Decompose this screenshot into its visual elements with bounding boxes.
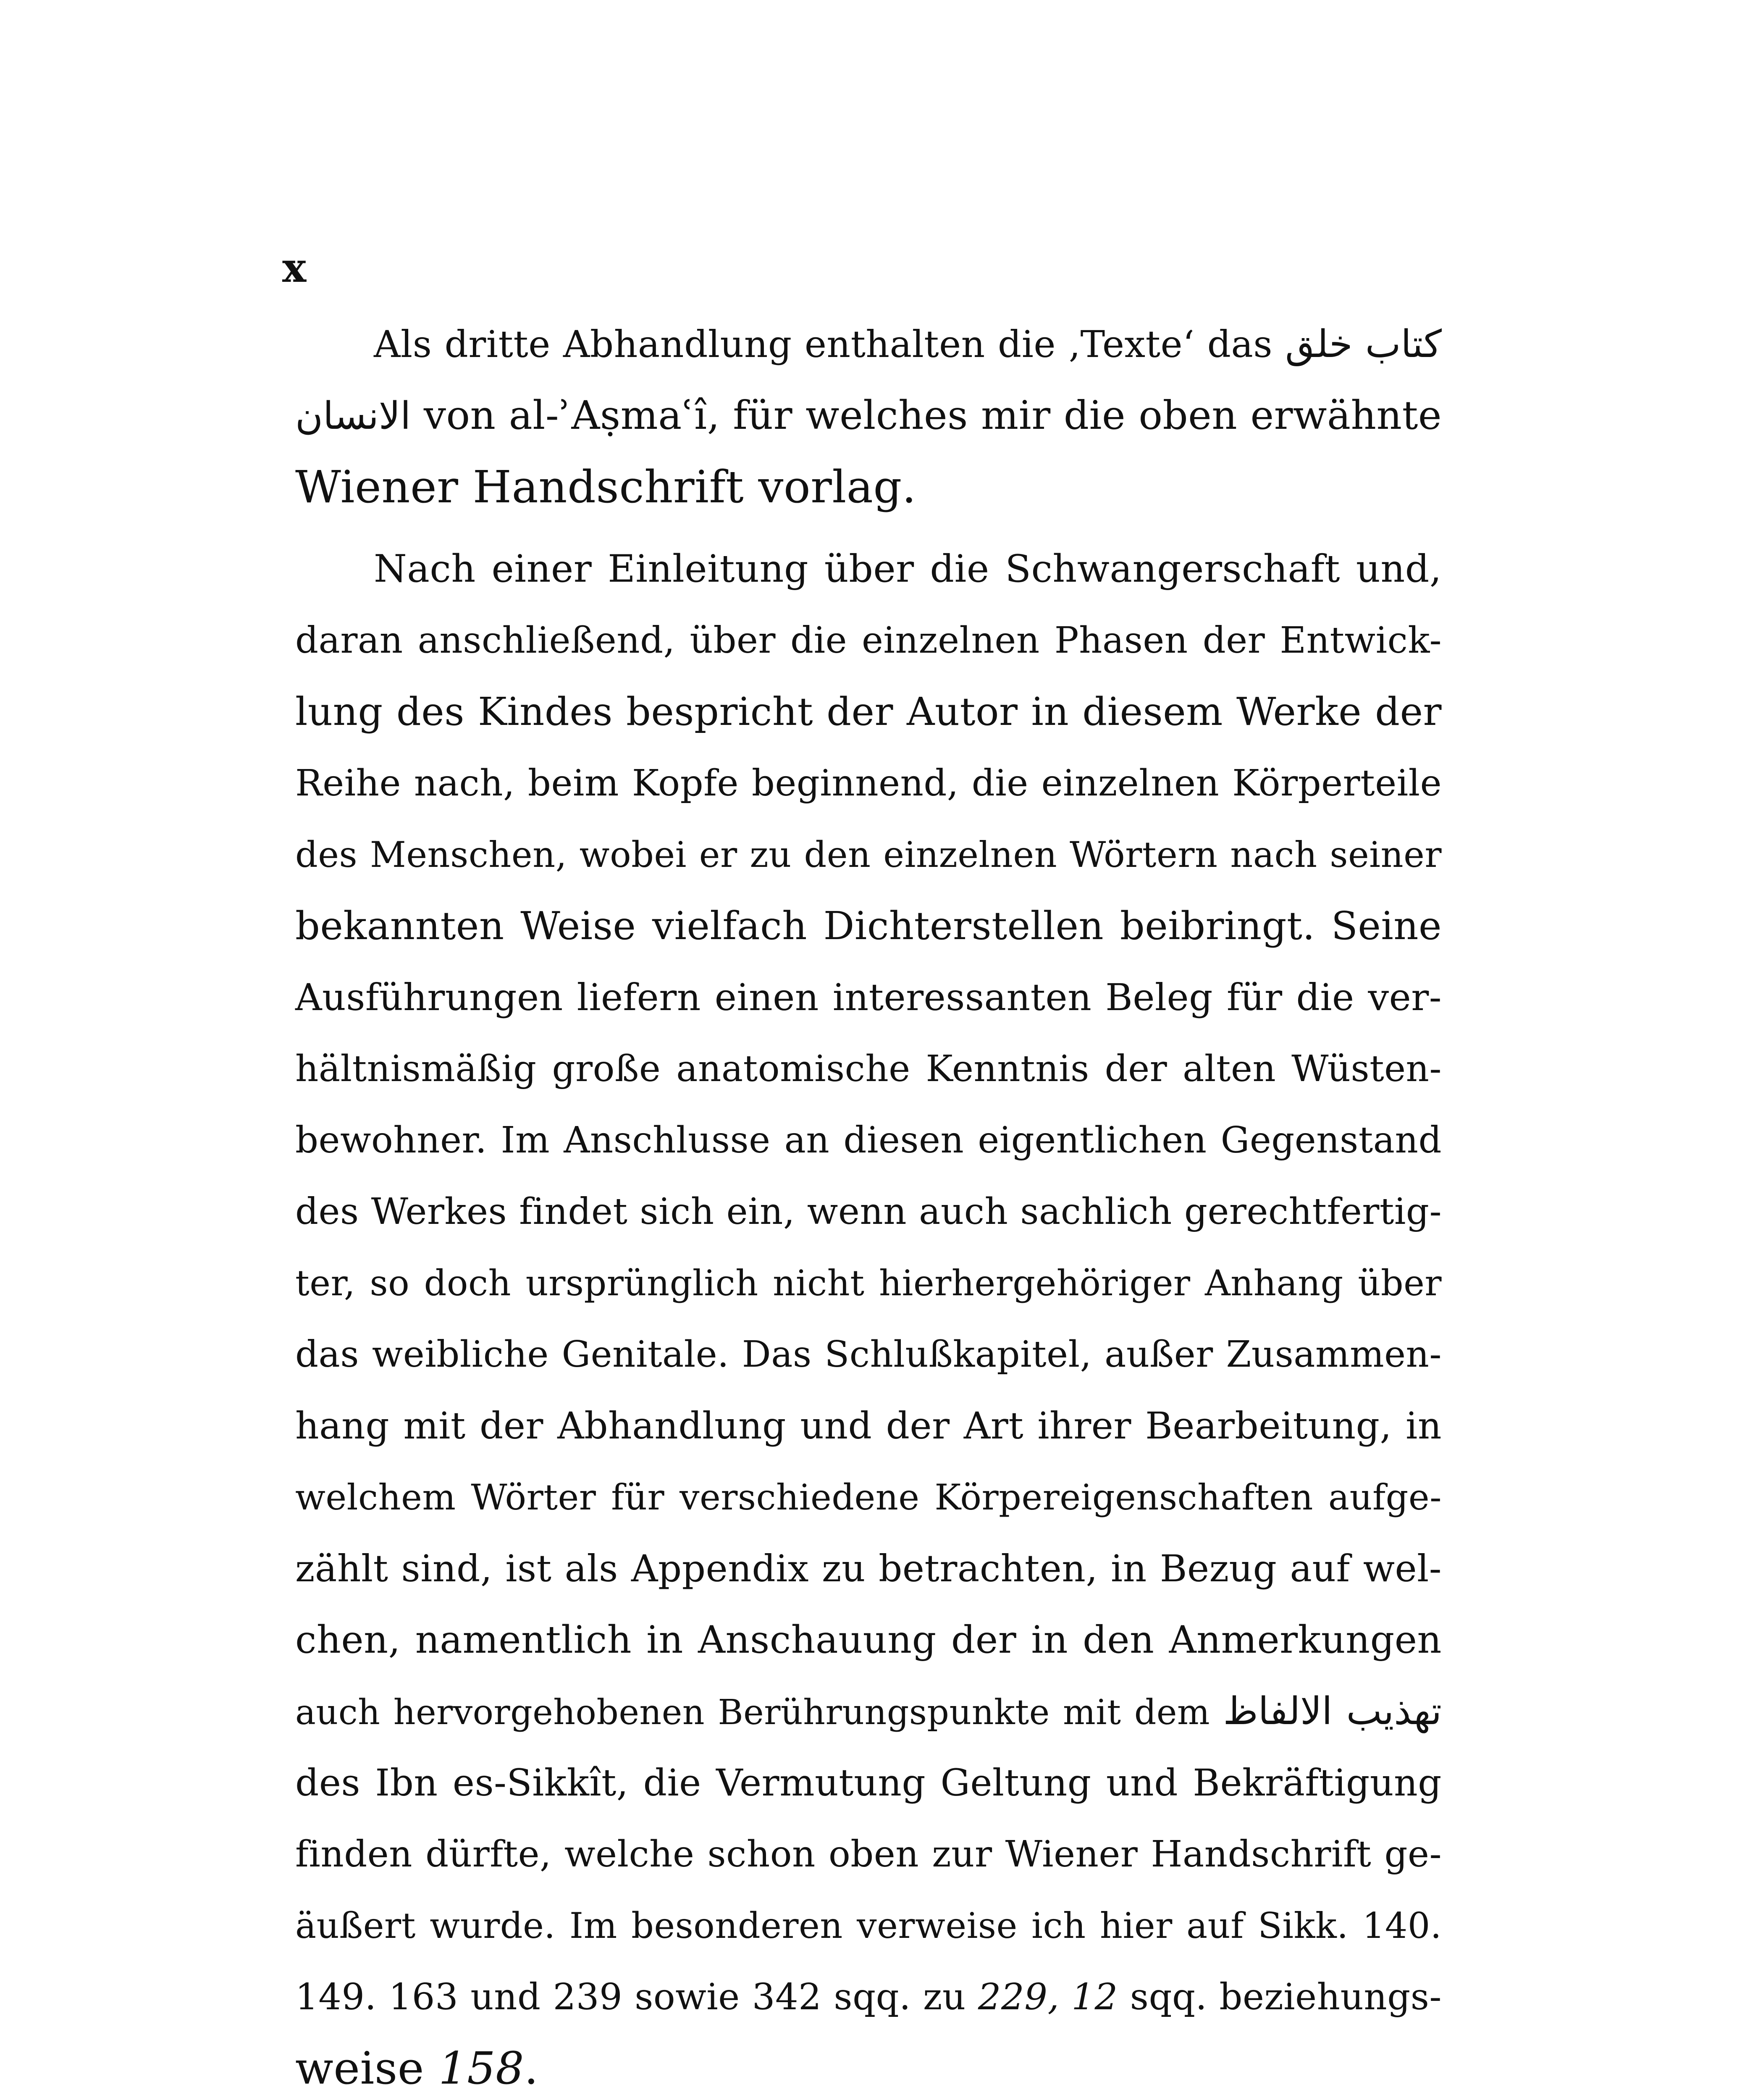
text-line <box>295 1890 1442 1961</box>
text-line <box>295 1390 1442 1462</box>
text-segment: sqq. beziehungs- <box>1118 1976 1442 2018</box>
text-line <box>295 1533 1442 1604</box>
text-line <box>295 452 1442 523</box>
text-line <box>295 1247 1442 1319</box>
text-line <box>295 819 1442 890</box>
text-line <box>295 1105 1442 1176</box>
arabic-text: الانسان <box>295 394 411 438</box>
text-line <box>295 1176 1442 1247</box>
text-segment: Nach einer Einleitung über die Schwangerschaft und, <box>374 547 1442 591</box>
text-segment: Reihe nach, beim Kopfe beginnend, die einzelnen Körperteile <box>295 762 1442 804</box>
text-line <box>295 605 1442 676</box>
text-segment: äußert wurde. Im besonderen verweise ich hier auf Sikk. 140. <box>295 1905 1442 1946</box>
text-segment: des Werkes findet sich ein, wenn auch sachlich gerechtfertig- <box>295 1191 1442 1233</box>
arabic-text: تهذيب الالفاظ <box>1223 1689 1442 1733</box>
text-line <box>295 1319 1442 1390</box>
text-segment: auch hervorgehobenen Berührungspunkte mit dem <box>295 1693 1223 1732</box>
text-segment: chen, namentlich in Anschauung der in den Anmerkungen <box>295 1618 1442 1662</box>
italic-reference: 229, 12 <box>978 1976 1118 2018</box>
text-line <box>295 748 1442 819</box>
text-segment: das weibliche Genitale. Das Schlußkapitel, außer Zusammen- <box>295 1334 1442 1376</box>
text-segment: welchem Wörter für verschiedene Körpereigenschaften aufge- <box>295 1477 1442 1518</box>
text-line <box>295 1033 1442 1105</box>
text-segment: des Menschen, wobei er zu den einzelnen Wörtern nach seiner <box>295 834 1442 875</box>
text-line <box>295 2033 1442 2100</box>
text-segment: daran anschließend, über die einzelnen Phasen der Entwick- <box>295 620 1442 662</box>
text-segment: Ausführungen liefern einen interessanten Beleg für die ver- <box>295 976 1442 1019</box>
arabic-text: كتاب خلق <box>1285 322 1442 366</box>
text-segment: 149. 163 und 239 sowie 342 sqq. zu <box>295 1976 978 2018</box>
text-line <box>374 309 1442 380</box>
text-segment: ter, so doch ursprünglich nicht hierhergehöriger Anhang über <box>295 1263 1442 1304</box>
text-line <box>295 962 1442 1033</box>
text-line <box>295 1676 1442 1747</box>
page-number: x <box>282 244 307 291</box>
text-line <box>295 1462 1442 1533</box>
text-segment: finden dürfte, welche schon oben zur Wiener Handschrift ge- <box>295 1833 1442 1875</box>
text-line <box>295 1747 1442 1819</box>
text-line <box>374 533 1442 605</box>
text-line <box>295 890 1442 962</box>
text-segment: weise <box>295 2042 439 2094</box>
text-line <box>295 1819 1442 1890</box>
text-segment: von al-ʾAṣmaʿî, für welches mir die oben erwähnte <box>411 393 1442 438</box>
text-segment: lung des Kindes bespricht der Autor in diesem Werke der <box>295 689 1442 734</box>
text-segment: . <box>524 2042 539 2094</box>
text-segment: bekannten Weise vielfach Dichterstellen beibringt. Seine <box>295 903 1442 948</box>
text-segment: des Ibn es-Sikkît, die Vermutung Geltung und Bekräftigung <box>295 1761 1442 1804</box>
text-segment: hang mit der Abhandlung und der Art ihrer Bearbeitung, in <box>295 1404 1442 1447</box>
text-segment: zählt sind, ist als Appendix zu betrachten, in Bezug auf wel- <box>295 1547 1442 1590</box>
text-segment: bewohner. Im Anschlusse an diesen eigentlichen Gegenstand <box>295 1119 1442 1161</box>
text-line <box>295 380 1442 452</box>
text-segment: Wiener Handschrift vorlag. <box>295 461 916 513</box>
text-segment: hältnismäßig große anatomische Kenntnis der alten Wüsten- <box>295 1048 1442 1090</box>
text-segment: Als dritte Abhandlung enthalten die ‚Texte‘ das <box>374 323 1286 366</box>
text-line <box>295 1961 1442 2033</box>
text-line <box>295 1604 1442 1676</box>
text-line <box>295 676 1442 748</box>
italic-reference: 158 <box>438 2042 525 2094</box>
